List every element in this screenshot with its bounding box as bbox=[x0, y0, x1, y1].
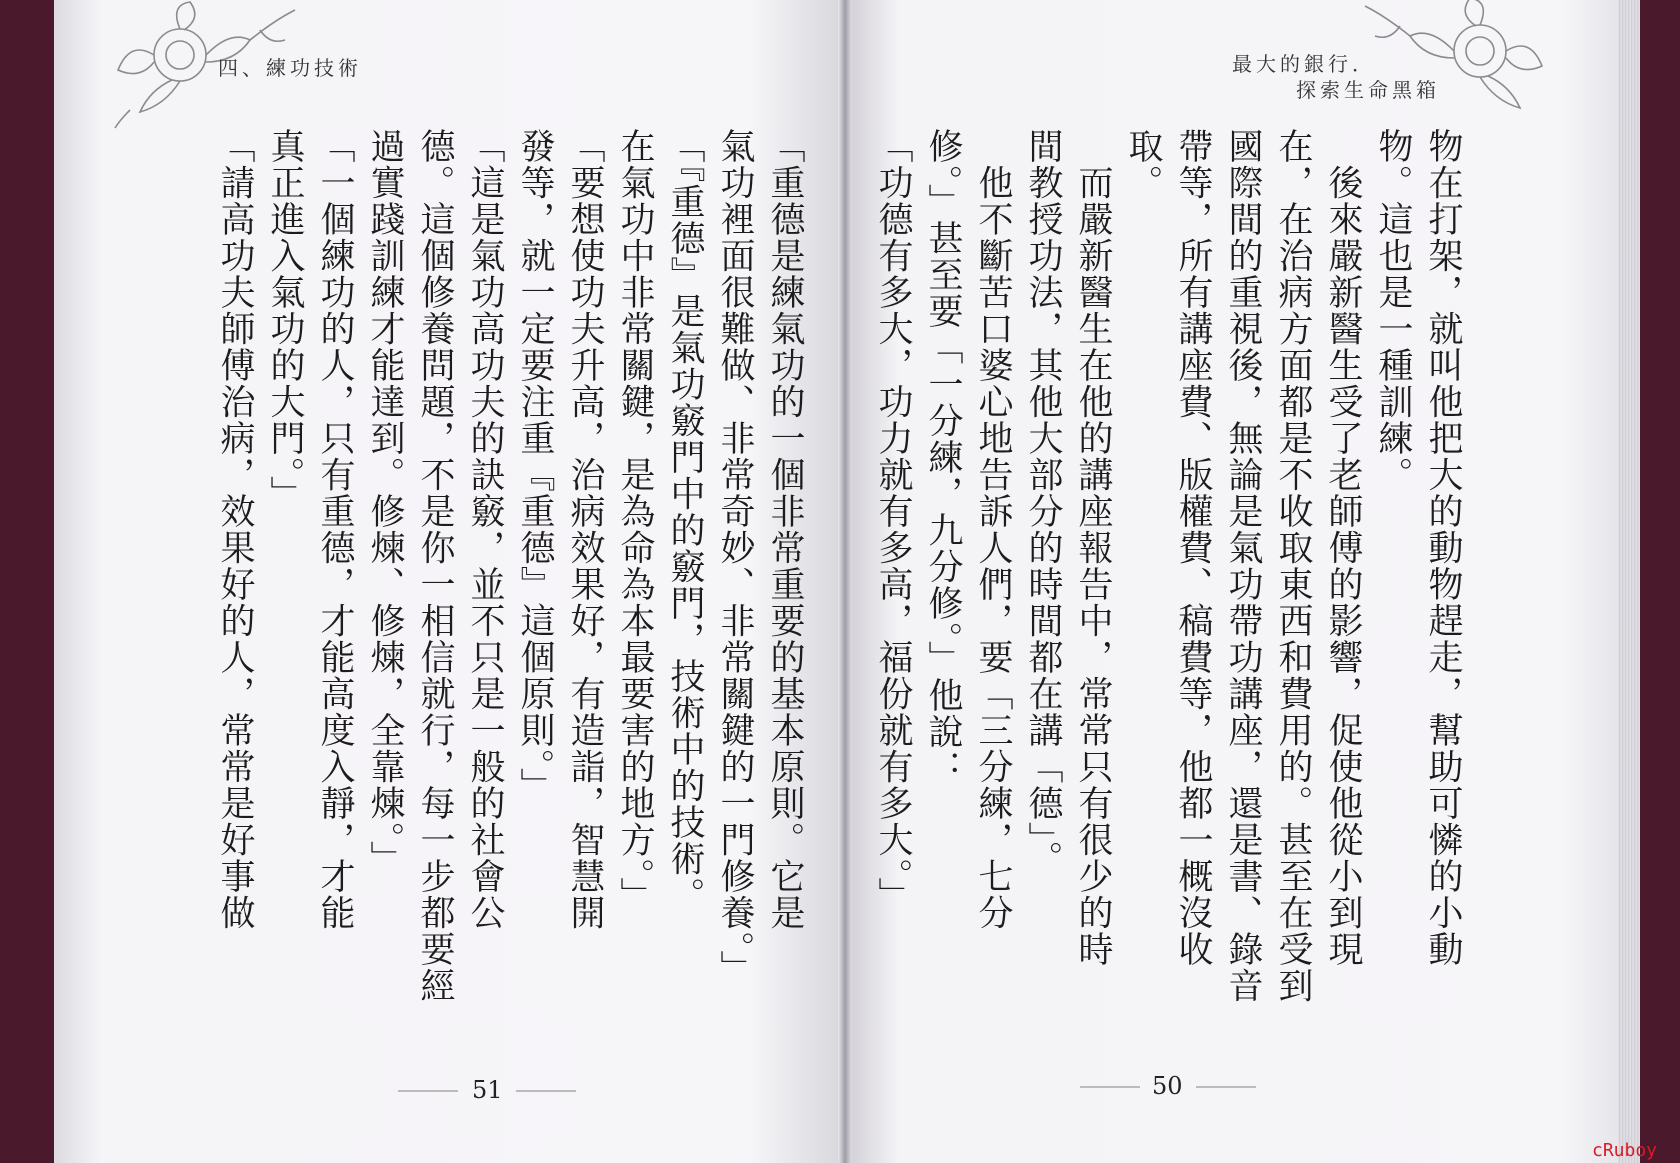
running-header-right-line1: 最大的銀行． bbox=[1232, 52, 1376, 76]
text-column: 修。」甚至要「一分練，九分修。」他說： bbox=[923, 128, 963, 787]
text-column: 過實踐訓練才能達到。修煉、修煉，全靠煉。」 bbox=[365, 128, 405, 877]
page-number-rule bbox=[1080, 1086, 1140, 1088]
text-column: 「要想使功夫升高，治病效果好，有造詣，智慧開 bbox=[565, 128, 605, 931]
text-column: 真正進入氣功的大門。」 bbox=[265, 128, 305, 512]
floral-ornament-icon bbox=[1360, 0, 1550, 126]
page-number-rule bbox=[516, 1090, 576, 1092]
page-number-left: 51 bbox=[472, 1076, 503, 1104]
text-column: 他不斷苦口婆心地告訴人們，要「三分練，七分 bbox=[973, 128, 1013, 931]
text-column: 間教授功法，其他大部分的時間都在講「德」。 bbox=[1023, 128, 1063, 877]
text-column: 「這是氣功高功夫的訣竅，並不只是一般的社會公 bbox=[465, 128, 505, 931]
page-number-rule bbox=[398, 1090, 458, 1092]
page-edges bbox=[1618, 0, 1640, 1163]
text-column: 氣功裡面很難做、非常奇妙、非常關鍵的一門修養。」 bbox=[715, 128, 755, 987]
text-column: 取。 bbox=[1123, 128, 1163, 201]
running-header-left: 四、練功技術 bbox=[218, 56, 362, 80]
running-header-right-line2: 探索生命黑箱 bbox=[1296, 78, 1440, 102]
text-column: 物。這也是一種訓練。 bbox=[1373, 128, 1413, 493]
text-column: 德。這個修養問題，不是你一相信就行，每一步都要經 bbox=[415, 128, 455, 1004]
text-column: 在氣功中非常關鍵，是為命為本最要害的地方。」 bbox=[615, 128, 655, 914]
text-column: 「『重德』是氣功竅門中的竅門，技術中的技術。 bbox=[665, 128, 705, 914]
page-number-rule bbox=[1196, 1086, 1256, 1088]
text-column: 「重德是練氣功的一個非常重要的基本原則。它是 bbox=[765, 128, 805, 931]
text-column: 「一個練功的人，只有重德，才能高度入靜，才能 bbox=[315, 128, 355, 931]
text-column: 帶等，所有講座費、版權費、稿費等，他都一概沒收 bbox=[1173, 128, 1213, 968]
right-page-body bbox=[848, 128, 1468, 1058]
watermark: cRuboy bbox=[1592, 1140, 1658, 1161]
page-number-right: 50 bbox=[1152, 1072, 1183, 1100]
text-column: 「功德有多大，功力就有多高，福份就有多大。」 bbox=[873, 128, 913, 914]
text-column: 國際間的重視後，無論是氣功帶功講座，還是書、錄音 bbox=[1223, 128, 1263, 1004]
text-column: 後來嚴新醫生受了老師傅的影響，促使他從小到現 bbox=[1323, 128, 1363, 968]
text-column: 「請高功夫師傅治病，效果好的人，常常是好事做 bbox=[215, 128, 255, 931]
text-column: 而嚴新醫生在他的講座報告中，常常只有很少的時 bbox=[1073, 128, 1113, 968]
left-page-body bbox=[160, 128, 810, 1058]
text-column: 發等，就一定要注重『重德』這個原則。」 bbox=[515, 128, 555, 804]
text-column: 物在打架，就叫他把大的動物趕走，幫助可憐的小動 bbox=[1423, 128, 1463, 968]
text-column: 在，在治病方面都是不收取東西和費用的。甚至在受到 bbox=[1273, 128, 1313, 1004]
